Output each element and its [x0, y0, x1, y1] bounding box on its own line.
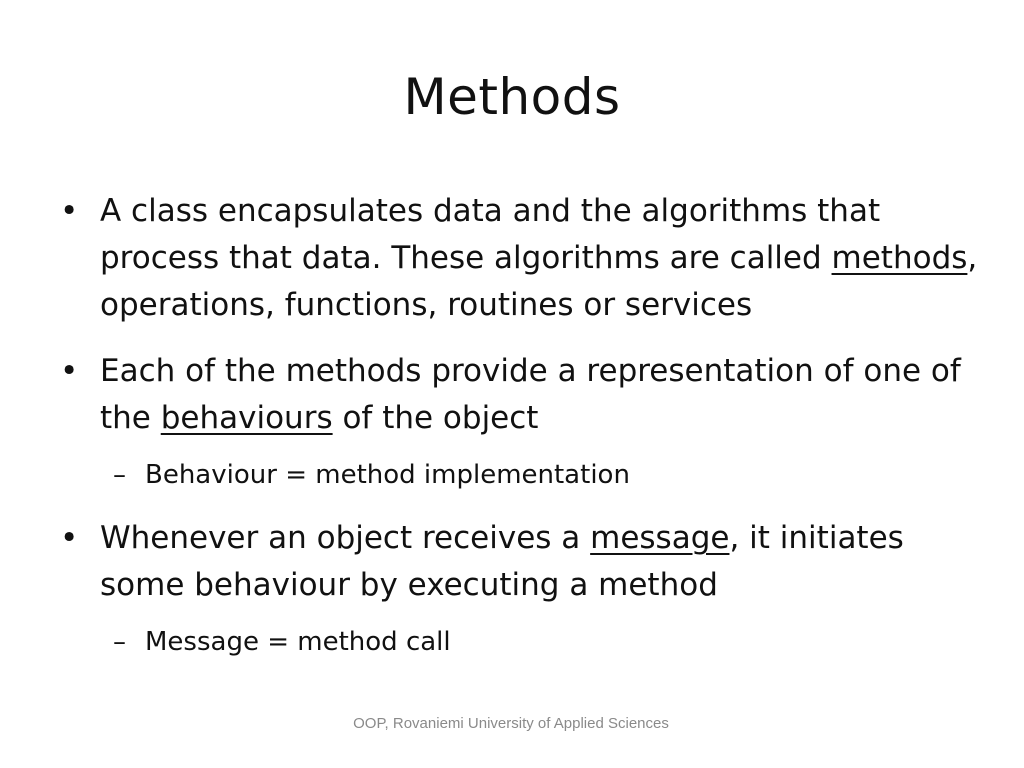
bullet-marker: •	[60, 353, 79, 389]
bullet-underlined-term: message	[590, 520, 730, 556]
bullet-marker: •	[60, 520, 79, 556]
sub-bullet-text: Message = method call	[145, 627, 451, 657]
sub-bullet-text: Behaviour = method implementation	[145, 460, 630, 490]
slide-title: Methods	[403, 68, 621, 126]
bullet-underlined-term: methods	[831, 240, 968, 276]
bullet-item-2	[60, 348, 990, 442]
bullet-underlined-term: behaviours	[160, 400, 333, 436]
sub-bullet-item-2	[60, 624, 990, 660]
bullet-item-1	[60, 188, 990, 329]
bullet-text-end: , it initiates some behaviour by executing a method	[100, 520, 904, 603]
sub-bullet-item-1	[60, 457, 990, 493]
bullet-text-end: of the object	[332, 400, 539, 436]
slide-footer: OOP, Rovaniemi University of Applied Sciences	[353, 715, 669, 732]
bullet-text-end: , operations, functions, routines or services	[100, 240, 978, 323]
bullet-text-start: Each of the methods provide a representation of one of the	[100, 353, 961, 436]
bullet-list	[60, 188, 990, 682]
sub-bullet-marker: –	[113, 460, 126, 490]
sub-bullet-marker: –	[113, 627, 126, 657]
bullet-marker: •	[60, 193, 79, 229]
bullet-text-start: A class encapsulates data and the algorithms that process that data. These algorithms are called	[100, 193, 881, 276]
bullet-text-start: Whenever an object receives a	[100, 520, 591, 556]
bullet-item-3	[60, 515, 990, 609]
